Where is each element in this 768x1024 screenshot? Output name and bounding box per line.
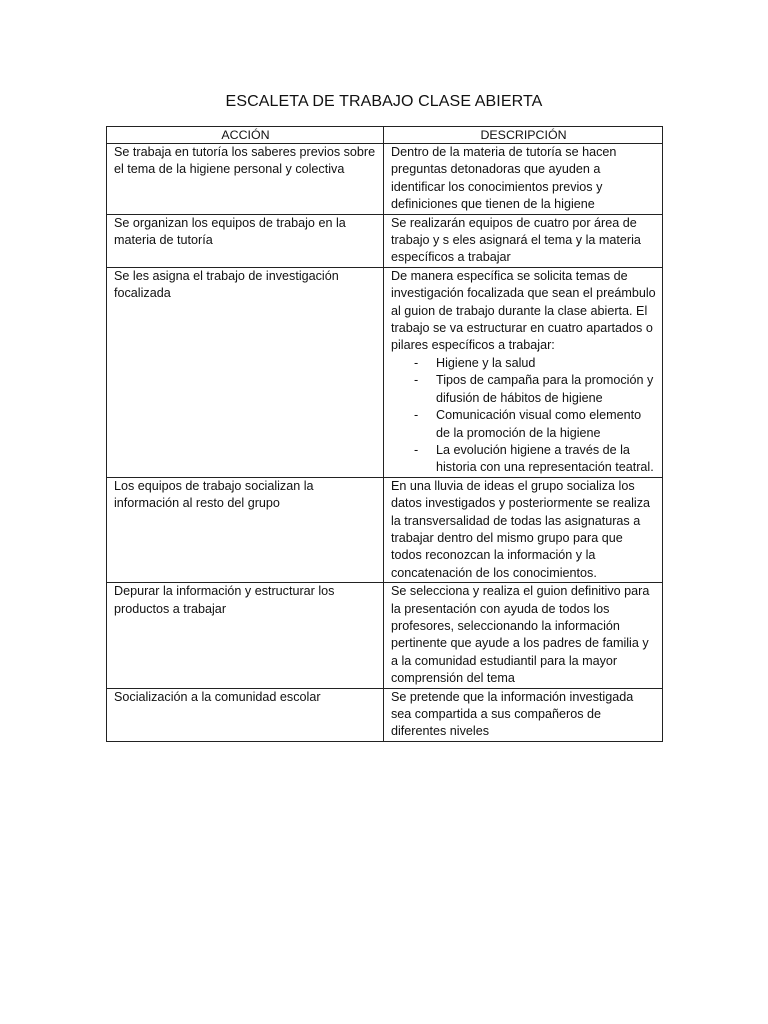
schedule-table bbox=[106, 126, 663, 742]
pillar-text: La evolución higiene a través de la historia con una representación teatral. bbox=[436, 442, 654, 475]
pillar-item bbox=[414, 407, 656, 442]
table-row bbox=[107, 144, 663, 215]
table-body bbox=[107, 144, 663, 742]
accion-cell: Depurar la información y estructurar los productos a trabajar bbox=[107, 583, 384, 688]
accion-cell: Se les asigna el trabajo de investigación focalizada bbox=[107, 267, 384, 477]
pillar-item bbox=[414, 442, 656, 477]
descripcion-cell: Se selecciona y realiza el guion definitivo para la presentación con ayuda de todos los profesores, seleccionando la información pertinente que ayude a los padres de familia y a la comunidad estudiantil para la mayor comprensión del tema bbox=[384, 583, 663, 688]
table-row bbox=[107, 477, 663, 582]
accion-cell: Socialización a la comunidad escolar bbox=[107, 688, 384, 741]
pillar-item bbox=[414, 372, 656, 407]
descripcion-cell: Dentro de la materia de tutoría se hacen preguntas detonadoras que ayuden a identificar los conocimientos previos y definiciones que tienen de la higiene bbox=[384, 144, 663, 215]
table-header bbox=[107, 127, 663, 144]
document-title: ESCALETA DE TRABAJO CLASE ABIERTA bbox=[225, 93, 543, 110]
pillar-item bbox=[414, 355, 656, 372]
accion-cell: Los equipos de trabajo socializan la información al resto del grupo bbox=[107, 477, 384, 582]
descripcion-cell: Se realizarán equipos de cuatro por área de trabajo y s eles asignará el tema y la materia específicos a trabajar bbox=[384, 214, 663, 267]
pillars-list bbox=[391, 355, 656, 477]
table-row bbox=[107, 267, 663, 477]
dash-bullet: - bbox=[414, 373, 419, 388]
table-row bbox=[107, 214, 663, 267]
descripcion-cell bbox=[384, 267, 663, 477]
table-header-row bbox=[107, 127, 663, 144]
header-descripcion: DESCRIPCIÓN bbox=[384, 127, 663, 144]
dash-bullet: - bbox=[414, 355, 419, 370]
table-row bbox=[107, 583, 663, 688]
dash-bullet: - bbox=[414, 408, 419, 423]
dash-bullet: - bbox=[414, 442, 419, 457]
accion-cell: Se organizan los equipos de trabajo en la materia de tutoría bbox=[107, 214, 384, 267]
table-row bbox=[107, 688, 663, 741]
descripcion-cell: Se pretende que la información investigada sea compartida a sus compañeros de diferentes niveles bbox=[384, 688, 663, 741]
pillar-text: Comunicación visual como elemento de la promoción de la higiene bbox=[436, 408, 642, 440]
pillar-text: Tipos de campaña para la promoción y difusión de hábitos de higiene bbox=[436, 373, 654, 405]
descripcion-cell: En una lluvia de ideas el grupo socializa los datos investigados y posteriormente se realiza la transversalidad de todas las asignaturas a trabajar dentro del mismo grupo para que todos reconozcan la información y la concatenación de los conocimientos. bbox=[384, 477, 663, 582]
pillar-text: Higiene y la salud bbox=[436, 355, 536, 370]
header-accion: ACCIÓN bbox=[107, 127, 384, 144]
descripcion-text: De manera específica se solicita temas de investigación focalizada que sean el preámbulo al guion de trabajo durante la clase abierta. El trabajo se va estructurar en cuatro apartados o pilares específicos a trabajar: bbox=[391, 268, 656, 353]
accion-cell: Se trabaja en tutoría los saberes previos sobre el tema de la higiene personal y colectiva bbox=[107, 144, 384, 215]
